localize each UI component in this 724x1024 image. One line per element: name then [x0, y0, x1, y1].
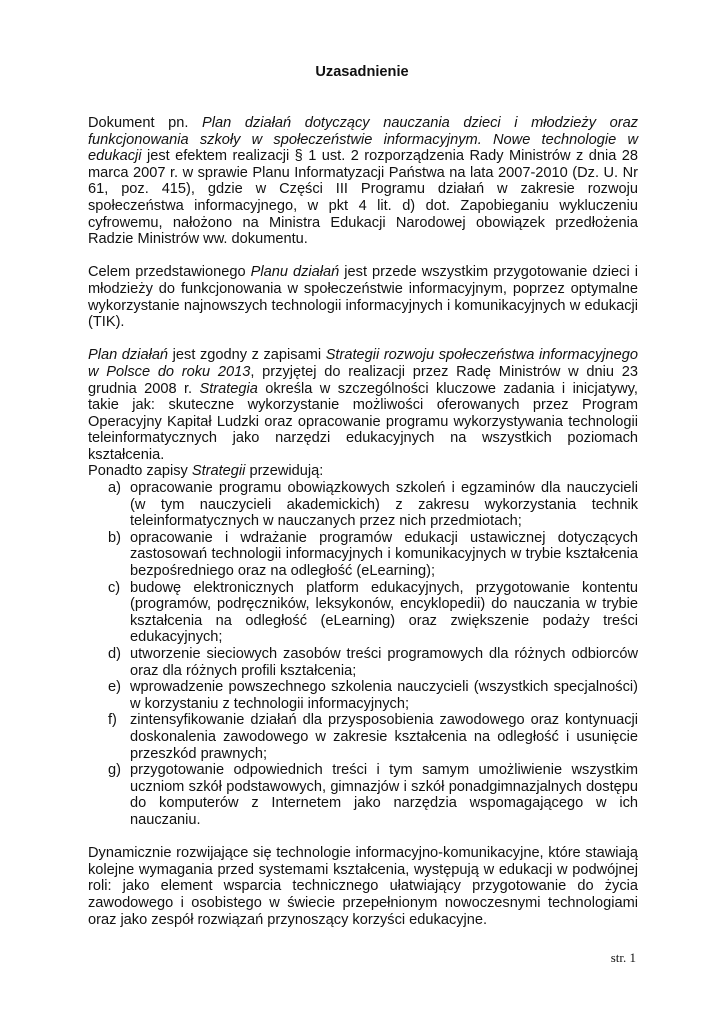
text-run: przewidują: — [245, 463, 324, 480]
page-number: str. 1 — [610, 950, 636, 965]
plan-italic: Plan działań — [88, 347, 169, 364]
plan-italic: Planu działań — [250, 264, 340, 281]
text-run: Ponadto zapisy — [88, 463, 192, 480]
list-marker: d) — [108, 646, 121, 662]
page-title: Uzasadnienie — [315, 64, 409, 80]
list-marker: a) — [108, 480, 121, 497]
text-run: jest efektem realizacji § 1 ust. 2 rozporządzenia Rady Ministrów z dnia 28 marca 2007 r. w sprawie Planu Informatyzacji Państwa na lata 2007-2010 (Dz. U. Nr 61, poz. 415), gdzie w Części III Programu działań w zakresie rozwoju społeczeństwa informacyjnego, w pkt 4 lit. d) dot. Zapobieganiu wykluczeniu cyfrowemu, nałożono na Ministra Edukacji Narodowej obowiązek przedłożenia Radzie Ministrów ww. dokumentu. — [88, 148, 638, 248]
list-item-text: budowę elektronicznych platform edukacyjnych, przygotowanie kontentu (programów, podręczników, leksykonów, encyklopedii) do nauczania w trybie kształcenia na odległość (eLearning) oraz zwiększenie podaży treści edukacyjnych; — [130, 579, 638, 646]
list-item — [88, 762, 638, 828]
strategy-title-italic: Strategii rozwoju społeczeństwa informacyjnego w Polsce do roku 2013 — [88, 347, 638, 380]
list-item-text: zintensyfikowanie działań dla przysposobienia zawodowego oraz kontynuacji doskonalenia zawodowego w zakresie kształcenia na odległość i usunięcie przeszkód prawnych; — [130, 712, 638, 762]
paragraph-intro — [88, 115, 638, 248]
list-item-text: opracowanie programu obowiązkowych szkoleń i egzaminów dla nauczycieli (w tym nauczycieli akademickich) z zakresu wykorzystania technik teleinformatycznych w nauczanych przez nich przedmiotach; — [130, 480, 638, 530]
list-item — [88, 646, 638, 679]
provisions-list — [88, 480, 638, 828]
list-item-text: wprowadzenie powszechnego szkolenia nauczycieli (wszystkich specjalności) w korzystaniu z technologii informacyjnych; — [130, 679, 638, 712]
list-item-text: utworzenie sieciowych zasobów treści programowych dla różnych odbiorców oraz dla różnych profili kształcenia; — [130, 646, 638, 679]
text-run: określa w szczególności kluczowe zadania i inicjatywy, takie jak: skuteczne wykorzystanie możliwości oferowanych przez Program Operacyjny Kapitał Ludzki oraz opracowanie programu wykorzystywania technologii teleinformatycznych jako narzędzi edukacyjnych na wszystkich poziomach kształcenia. — [88, 380, 638, 463]
text-run: jest zgodny z zapisami — [168, 347, 326, 364]
list-item — [88, 580, 638, 646]
paragraph-provisions — [88, 463, 638, 480]
paragraph-goal — [88, 264, 638, 330]
document-title-italic: Plan działań dotyczący nauczania dzieci i młodzieży oraz funkcjonowania szkoły w społeczeństwie informacyjnym. Nowe technologie w edukacji — [88, 115, 638, 165]
list-marker: g) — [108, 762, 121, 779]
list-marker: f) — [108, 712, 117, 729]
strategy-italic: Strategii — [191, 463, 246, 480]
list-item — [88, 530, 638, 580]
paragraph-conclusion: Dynamicznie rozwijające się technologie informacyjno-komunikacyjne, które stawiają kolejne wymagania przed systemami kształcenia, występują w edukacji w podwójnej roli: jako element wsparcia technicznego ułatwiający przygotowanie do życia zawodowego i osobistego w świecie przepełnionym nowoczesnymi technologiami oraz jako zespół rozwiązań przynoszący korzyści edukacyjne. — [88, 845, 638, 928]
text-run: , przyjętej do realizacji przez Radę Ministrów w dniu 23 grudnia 2008 r. — [88, 363, 638, 397]
list-item — [88, 679, 638, 712]
list-item — [88, 712, 638, 762]
text-run: jest przede wszystkim przygotowanie dzieci i młodzieży do funkcjonowania w społeczeństwie informacyjnym, poprzez optymalne wykorzystanie najnowszych technologii informacyjnych i komunikacyjnych w edukacji (TIK). — [88, 264, 638, 331]
strategy-italic: Strategia — [199, 380, 258, 397]
list-marker: b) — [108, 529, 121, 546]
document-body — [88, 115, 638, 928]
list-item-text: przygotowanie odpowiednich treści i tym samym umożliwienie wszystkim uczniom szkół podstawowych, gimnazjów i szkół ponadgimnazjalnych dostępu do komputerów z Internetem jako narzędzia wspomagającego w ich nauczaniu. — [130, 762, 638, 828]
paragraph-strategy — [88, 347, 638, 463]
list-marker: c) — [108, 579, 121, 596]
list-item-text: opracowanie i wdrażanie programów edukacji ustawicznej dotyczących zastosowań technologii informacyjnych i komunikacyjnych w trybie kształcenia bezpośredniego oraz na odległość (eLearning); — [130, 529, 638, 580]
text-run: Celem przedstawionego — [88, 264, 251, 281]
list-marker: e) — [108, 679, 121, 696]
list-item — [88, 480, 638, 530]
text-run: Dokument pn. — [88, 115, 203, 131]
